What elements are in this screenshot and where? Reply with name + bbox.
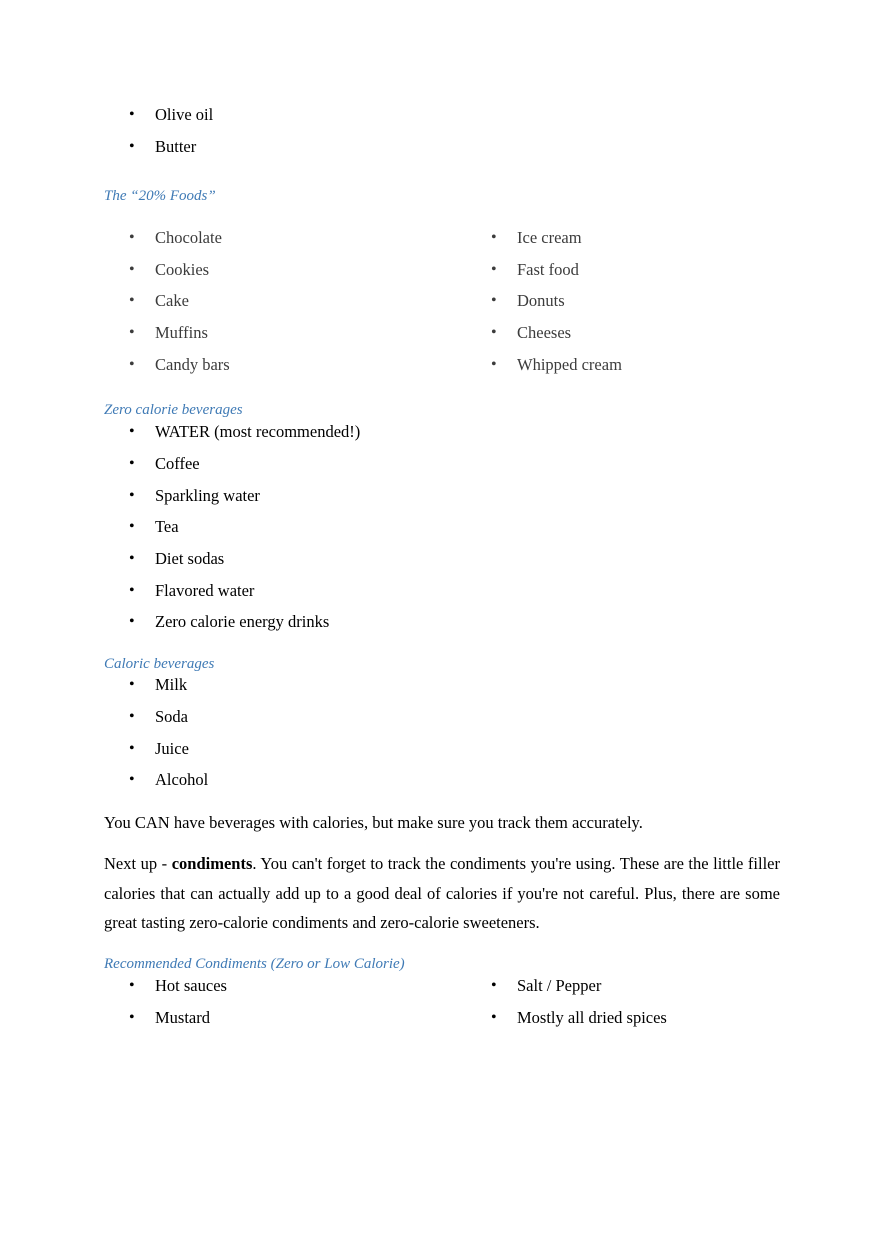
bullet-icon: • bbox=[129, 138, 135, 155]
paragraph-condiments bbox=[104, 849, 780, 938]
paragraph-bold-term: condiments bbox=[171, 854, 253, 873]
bullet-icon: • bbox=[129, 771, 135, 788]
bullet-icon: • bbox=[491, 324, 497, 341]
bullet-icon: • bbox=[129, 487, 135, 504]
bullet-icon: • bbox=[129, 261, 135, 278]
paragraph-beverages-note: You CAN have beverages with calories, but make sure you track them accurately. bbox=[104, 813, 643, 832]
bullet-icon: • bbox=[129, 106, 135, 123]
bullet-icon: • bbox=[491, 356, 497, 373]
bullet-icon: • bbox=[129, 229, 135, 246]
bullet-icon: • bbox=[491, 1009, 497, 1026]
bullet-icon: • bbox=[491, 261, 497, 278]
bullet-icon: • bbox=[129, 356, 135, 373]
paragraph-rest: . You can't forget to track the condiments you're using. These are the little filler calories that can actually add up to a good deal of calories if you're not careful. Plus, there are some great tasting zero-calorie condiments and zero-calorie sweeteners. bbox=[104, 854, 780, 932]
bullet-icon: • bbox=[129, 455, 135, 472]
bullet-icon: • bbox=[491, 977, 497, 994]
bullet-icon: • bbox=[491, 229, 497, 246]
section-heading-20-foods: The “20% Foods” bbox=[104, 188, 216, 204]
bullet-icon: • bbox=[129, 977, 135, 994]
bullet-icon: • bbox=[129, 550, 135, 567]
bullet-icon: • bbox=[129, 1009, 135, 1026]
bullet-icon: • bbox=[129, 324, 135, 341]
bullet-icon: • bbox=[129, 613, 135, 630]
section-heading-caloric: Caloric beverages bbox=[104, 656, 215, 672]
document-page: • Olive oil • Butter The “20% Foods” • Chocolate • Cookies • Cake • Muffins • Candy bars • Ice cream • Fast food • Donuts • Cheeses • Whipped cream Zero calorie beverages • WATER (most recommended!) • Coffee • Sparkling water • Tea • Diet sodas • Flavored water • Zero calorie energy drinks Caloric beverages • Milk • Soda • Juice • Alcohol You CAN have beverages with calories, but make sure you track them accurately. Next up - condiments. You can't forget to track the condiments you're using. These are the little filler calories that can actually add up to a good deal of calories if you're not careful. Plus, there are some great tasting zero-calorie condiments and zero-calorie sweeteners. Recommended Condiments (Zero or Low Calorie) • Hot sauces • Mustard • Salt / Pepper • Mostly all dried spices bbox=[104, 105, 780, 1027]
bullet-icon: • bbox=[129, 740, 135, 757]
bullet-icon: • bbox=[129, 518, 135, 535]
paragraph-prefix: Next up - bbox=[104, 854, 172, 873]
bullet-icon: • bbox=[129, 582, 135, 599]
section-heading-condiments: Recommended Condiments (Zero or Low Calorie) bbox=[104, 956, 405, 972]
section-heading-zero-calorie: Zero calorie beverages bbox=[104, 402, 243, 418]
bullet-icon: • bbox=[491, 292, 497, 309]
bullet-icon: • bbox=[129, 708, 135, 725]
bullet-icon: • bbox=[129, 292, 135, 309]
bullet-icon: • bbox=[129, 423, 135, 440]
bullet-icon: • bbox=[129, 676, 135, 693]
